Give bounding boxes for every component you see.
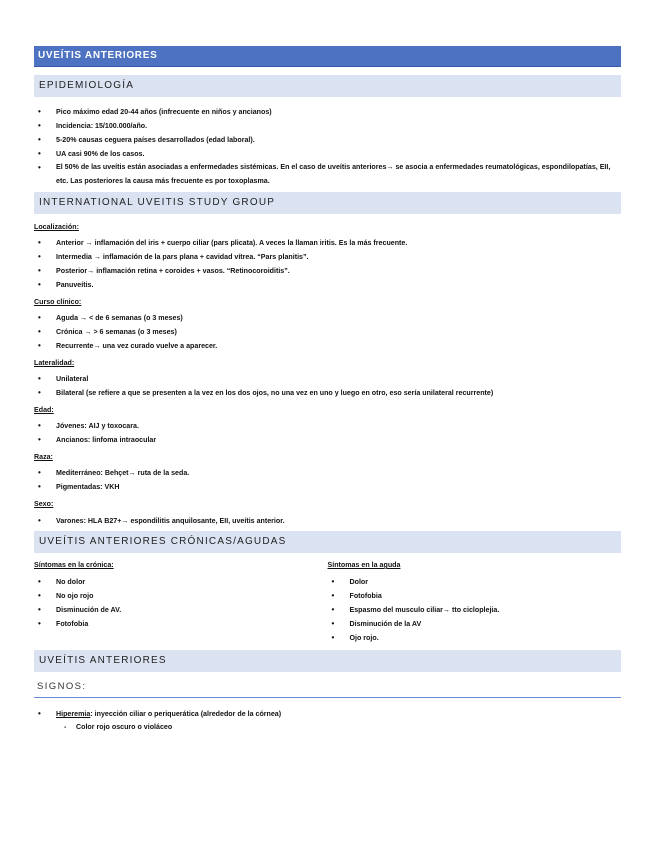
cronica-list bbox=[34, 575, 328, 631]
list-item: • No dolor bbox=[34, 575, 328, 589]
signos-list bbox=[34, 707, 621, 721]
edad-list bbox=[34, 419, 621, 447]
section-iusg-heading: INTERNATIONAL UVEITIS STUDY GROUP bbox=[34, 192, 621, 214]
aguda-list bbox=[328, 575, 622, 645]
list-item: • Panuveítis. bbox=[34, 278, 621, 292]
hiperemia-label: Hiperemia bbox=[56, 710, 91, 718]
list-item: • Posterior→ inflamación retina + coroides + vasos. “Retinocoroiditis”. bbox=[34, 264, 621, 278]
list-item: • Intermedia → inflamación de la pars plana + cavidad vítrea. “Pars planitis”. bbox=[34, 250, 621, 264]
lateralidad-label: Lateralidad: bbox=[34, 359, 75, 367]
list-item: • Espasmo del musculo ciliar→ tto cicloplejia. bbox=[328, 603, 622, 617]
sintomas-columns bbox=[34, 559, 621, 645]
list-item bbox=[34, 707, 621, 721]
sexo-label: Sexo: bbox=[34, 500, 54, 508]
localizacion-label: Localización: bbox=[34, 223, 79, 231]
section-epidemiologia-heading: EPIDEMIOLOGÍA bbox=[34, 75, 621, 97]
list-item: • No ojo rojo bbox=[34, 589, 328, 603]
list-item: • Incidencia: 15/100.000/año. bbox=[34, 119, 621, 133]
list-item: • Unilateral bbox=[34, 372, 621, 386]
sexo-list bbox=[34, 514, 621, 528]
hiperemia-sub-item: - Color rojo oscuro o violáceo bbox=[34, 721, 621, 733]
hiperemia-text: : inyección ciliar o periquerática (alrededor de la córnea) bbox=[90, 710, 282, 718]
list-item: • Aguda → < de 6 semanas (o 3 meses) bbox=[34, 311, 621, 325]
curso-clinico-label: Curso clínico: bbox=[34, 298, 82, 306]
list-item: • Dolor bbox=[328, 575, 622, 589]
section-signos-heading: UVEÍTIS ANTERIORES bbox=[34, 650, 621, 672]
list-item: • Varones: HLA B27+→ espondilitis anquilosante, EII, uveítis anterior. bbox=[34, 514, 621, 528]
list-item: • Bilateral (se refiere a que se presenten a la vez en los dos ojos, no una vez en uno y luego en otro, eso sería unilateral recurrente) bbox=[34, 386, 621, 400]
raza-list bbox=[34, 466, 621, 494]
signos-subheading: SIGNOS: bbox=[34, 677, 621, 698]
cronica-column bbox=[34, 559, 328, 645]
list-item: • El 50% de las uveítis están asociadas a enfermedades sistémicas. En el caso de uveítis anteriores→ se asocia a enfermedades reumatológicas, espondilopatías, EII, etc. Las posteriores la causa más frecuente es por toxoplasma. bbox=[34, 161, 621, 188]
list-item: • 5-20% causas ceguera países desarrollados (edad laboral). bbox=[34, 133, 621, 147]
curso-clinico-list bbox=[34, 311, 621, 353]
list-item: • Ojo rojo. bbox=[328, 631, 622, 645]
list-item: • Anterior → inflamación del iris + cuerpo ciliar (pars plicata). A veces la llaman iritis. Es la más frecuente. bbox=[34, 236, 621, 250]
list-item: • Disminución de la AV bbox=[328, 617, 622, 631]
edad-label: Edad: bbox=[34, 406, 54, 414]
document-page bbox=[34, 46, 621, 733]
list-item: • Recurrente→ una vez curado vuelve a aparecer. bbox=[34, 339, 621, 353]
list-item: • Crónica → > 6 semanas (o 3 meses) bbox=[34, 325, 621, 339]
raza-label: Raza: bbox=[34, 453, 53, 461]
list-item: • Ancianos: linfoma intraocular bbox=[34, 433, 621, 447]
aguda-label: Síntomas en la aguda bbox=[327, 561, 401, 569]
section-cronicas-agudas-heading: UVEÍTIS ANTERIORES CRÓNICAS/AGUDAS bbox=[34, 531, 621, 553]
list-item: • Mediterráneo: Behçet→ ruta de la seda. bbox=[34, 466, 621, 480]
lateralidad-list bbox=[34, 372, 621, 400]
list-item: • Jóvenes: AIJ y toxocara. bbox=[34, 419, 621, 433]
cronica-label: Síntomas en la crónica: bbox=[34, 561, 114, 569]
list-item: • Fotofobia bbox=[34, 617, 328, 631]
list-item: • Pico máximo edad 20-44 años (infrecuente en niños y ancianos) bbox=[34, 105, 621, 119]
list-item: • Pigmentadas: VKH bbox=[34, 480, 621, 494]
list-item: • Fotofobia bbox=[328, 589, 622, 603]
list-item: • UA casi 90% de los casos. bbox=[34, 147, 621, 161]
aguda-column bbox=[328, 559, 622, 645]
localizacion-list bbox=[34, 236, 621, 292]
list-item: • Disminución de AV. bbox=[34, 603, 328, 617]
epidemiologia-list bbox=[34, 105, 621, 188]
document-title: UVEÍTIS ANTERIORES bbox=[34, 46, 621, 67]
